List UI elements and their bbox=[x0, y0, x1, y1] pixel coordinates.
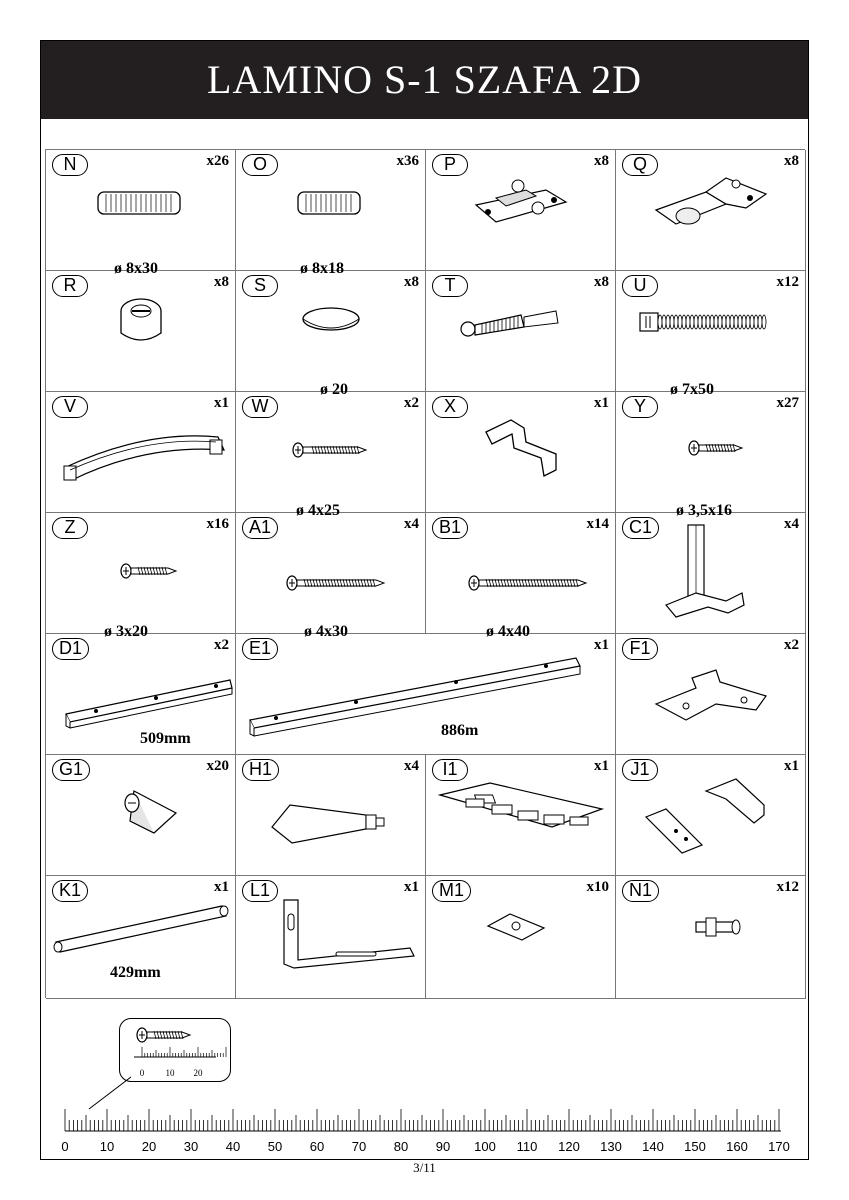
page-frame bbox=[40, 40, 809, 1160]
part-dimension: 429mm bbox=[110, 964, 161, 981]
ruler-tick-label: 100 bbox=[474, 1139, 496, 1154]
ruler-tick-label: 10 bbox=[99, 1139, 115, 1154]
ruler-tick-label: 60 bbox=[309, 1139, 325, 1154]
part-dimension: ø 7x50 bbox=[670, 381, 714, 398]
part-quantity: x8 bbox=[404, 274, 419, 290]
part-id-badge: X bbox=[432, 396, 468, 418]
part-dimension: ø 20 bbox=[320, 381, 348, 398]
part-quantity: x1 bbox=[594, 637, 609, 653]
ruler-tick-label: 0 bbox=[61, 1139, 69, 1154]
part-quantity: x1 bbox=[214, 879, 229, 895]
part-id-badge: V bbox=[52, 396, 88, 418]
part-quantity: x2 bbox=[404, 395, 419, 411]
part-id-badge: G1 bbox=[52, 759, 90, 781]
part-id-badge: W bbox=[242, 396, 278, 418]
part-dimension: ø 3x20 bbox=[104, 623, 148, 640]
part-dimension: ø 4x25 bbox=[296, 502, 340, 519]
part-id-badge: Q bbox=[622, 154, 658, 176]
ruler-tick-label: 130 bbox=[600, 1139, 622, 1154]
part-quantity: x1 bbox=[784, 758, 799, 774]
part-quantity: x16 bbox=[206, 516, 229, 532]
ruler-tick-label: 120 bbox=[558, 1139, 580, 1154]
ruler-tick-label: 30 bbox=[183, 1139, 199, 1154]
part-quantity: x1 bbox=[404, 879, 419, 895]
zoom-tick-label: 20 bbox=[193, 1068, 203, 1078]
part-quantity: x1 bbox=[594, 395, 609, 411]
ruler-tick-label: 150 bbox=[684, 1139, 706, 1154]
part-quantity: x8 bbox=[594, 153, 609, 169]
part-quantity: x4 bbox=[784, 516, 799, 532]
ruler-tick-label: 140 bbox=[642, 1139, 664, 1154]
part-id-badge: N bbox=[52, 154, 88, 176]
page-number: 3/11 bbox=[413, 1160, 436, 1175]
part-quantity: x8 bbox=[784, 153, 799, 169]
part-quantity: x12 bbox=[776, 879, 799, 895]
part-quantity: x4 bbox=[404, 758, 419, 774]
part-quantity: x10 bbox=[586, 879, 609, 895]
ruler-tick-label: 170 bbox=[768, 1139, 790, 1154]
part-id-badge: F1 bbox=[622, 638, 658, 660]
part-quantity: x20 bbox=[206, 758, 229, 774]
ruler-tick-label: 90 bbox=[435, 1139, 451, 1154]
part-dimension: ø 4x40 bbox=[486, 623, 530, 640]
part-id-badge: N1 bbox=[622, 880, 659, 902]
part-quantity: x2 bbox=[214, 637, 229, 653]
ruler-tick-label: 160 bbox=[726, 1139, 748, 1154]
part-dimension: ø 8x18 bbox=[300, 260, 344, 277]
part-quantity: x26 bbox=[206, 153, 229, 169]
part-quantity: x14 bbox=[586, 516, 609, 532]
part-id-badge: M1 bbox=[432, 880, 471, 902]
part-id-badge: J1 bbox=[622, 759, 658, 781]
part-id-badge: E1 bbox=[242, 638, 278, 660]
ruler-tick-label: 20 bbox=[141, 1139, 157, 1154]
zoom-tick-label: 0 bbox=[139, 1068, 145, 1078]
zoom-tick-label: 10 bbox=[165, 1068, 175, 1078]
part-quantity: x12 bbox=[776, 274, 799, 290]
part-id-badge: U bbox=[622, 275, 658, 297]
part-id-badge: T bbox=[432, 275, 468, 297]
part-id-badge: Y bbox=[622, 396, 658, 418]
part-id-badge: P bbox=[432, 154, 468, 176]
part-id-badge: Z bbox=[52, 517, 88, 539]
ruler-tick-label: 40 bbox=[225, 1139, 241, 1154]
part-id-badge: K1 bbox=[52, 880, 88, 902]
part-quantity: x36 bbox=[396, 153, 419, 169]
part-id-badge: I1 bbox=[432, 759, 468, 781]
part-dimension: ø 3,5x16 bbox=[676, 502, 732, 519]
ruler-tick-label: 80 bbox=[393, 1139, 409, 1154]
part-dimension: ø 8x30 bbox=[114, 260, 158, 277]
part-dimension: 886m bbox=[441, 722, 479, 739]
part-id-badge: D1 bbox=[52, 638, 89, 660]
ruler-tick-label: 110 bbox=[516, 1139, 538, 1154]
part-quantity: x27 bbox=[776, 395, 799, 411]
part-quantity: x2 bbox=[784, 637, 799, 653]
part-id-badge: C1 bbox=[622, 517, 659, 539]
part-id-badge: L1 bbox=[242, 880, 278, 902]
measuring-ruler bbox=[59, 1101, 799, 1156]
part-quantity: x8 bbox=[214, 274, 229, 290]
part-quantity: x1 bbox=[214, 395, 229, 411]
part-id-badge: B1 bbox=[432, 517, 468, 539]
part-quantity: x1 bbox=[594, 758, 609, 774]
part-id-badge: R bbox=[52, 275, 88, 297]
part-id-badge: H1 bbox=[242, 759, 279, 781]
page-title: LAMINO S-1 SZAFA 2D bbox=[41, 41, 808, 119]
part-quantity: x8 bbox=[594, 274, 609, 290]
part-id-badge: A1 bbox=[242, 517, 278, 539]
part-quantity: x4 bbox=[404, 516, 419, 532]
part-id-badge: S bbox=[242, 275, 278, 297]
zoom-pointer-line bbox=[41, 41, 810, 1161]
part-id-badge: O bbox=[242, 154, 278, 176]
part-dimension: 509mm bbox=[140, 730, 191, 747]
ruler-tick-label: 70 bbox=[351, 1139, 367, 1154]
part-dimension: ø 4x30 bbox=[304, 623, 348, 640]
ruler-tick-label: 50 bbox=[267, 1139, 283, 1154]
